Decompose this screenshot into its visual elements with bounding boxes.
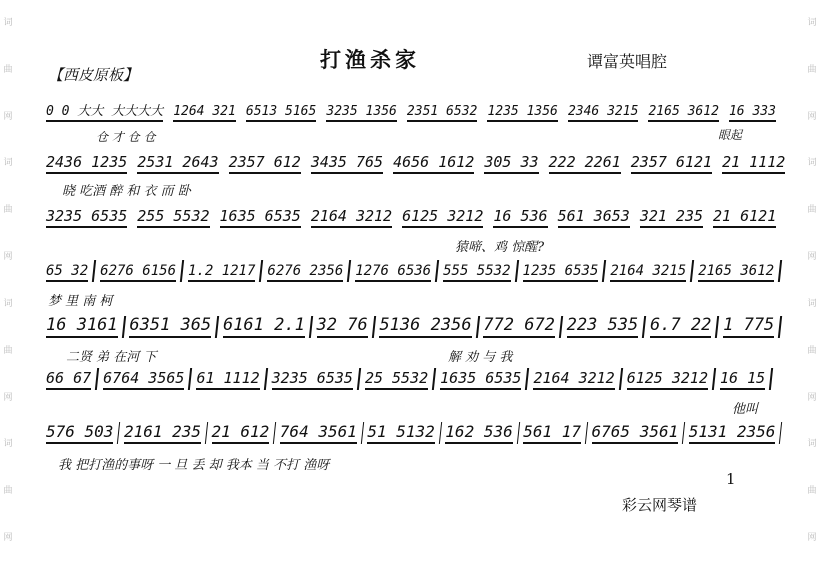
barline bbox=[715, 316, 719, 338]
barline bbox=[240, 100, 242, 122]
measure: 2164 3215 bbox=[610, 263, 686, 282]
barline bbox=[475, 316, 479, 338]
lyric-line-6: 他叫 bbox=[732, 402, 759, 417]
measure: 6276 6156 bbox=[100, 263, 176, 282]
barline bbox=[357, 368, 361, 390]
singer-credit: 谭富英唱腔 bbox=[587, 52, 668, 71]
lyric-line-1: 晓 吃酒 醉 和 衣 而 卧 bbox=[62, 184, 191, 199]
measure: 3235 1356 bbox=[326, 104, 396, 122]
barline bbox=[372, 316, 376, 338]
barline bbox=[559, 316, 563, 338]
barline bbox=[707, 206, 709, 228]
lyric-line-8: 眼起 bbox=[718, 128, 743, 142]
barline bbox=[117, 422, 120, 444]
measure: 222 2261 bbox=[549, 153, 621, 174]
measure: 2164 3212 bbox=[533, 369, 614, 390]
measure: 2357 612 bbox=[229, 153, 301, 174]
barline bbox=[92, 260, 96, 282]
barline bbox=[205, 422, 208, 444]
barline bbox=[690, 260, 694, 282]
measure: 223 535 bbox=[567, 315, 639, 338]
source-credit: 彩云网琴谱 bbox=[622, 496, 698, 514]
barline bbox=[305, 206, 307, 228]
measure: 3435 765 bbox=[311, 153, 383, 174]
measure: 2351 6532 bbox=[407, 104, 477, 122]
measure: 25 5532 bbox=[365, 369, 428, 390]
measure: 21 612 bbox=[212, 422, 270, 444]
measure: 6765 3561 bbox=[592, 422, 679, 444]
left-watermark: 词 曲 网 词 曲 网 词 曲 网 词 曲 网 bbox=[3, 17, 13, 544]
barline bbox=[619, 368, 623, 390]
measure: 6.7 22 bbox=[650, 315, 711, 338]
measure: 2165 3612 bbox=[648, 104, 718, 122]
barline bbox=[562, 100, 564, 122]
barline bbox=[95, 368, 99, 390]
measure: 21 6121 bbox=[713, 207, 776, 228]
barline bbox=[542, 152, 544, 174]
lyric-line-2: 猿啼、鸡 惊醒? bbox=[455, 240, 545, 255]
measure: 764 3561 bbox=[280, 422, 357, 444]
barline bbox=[780, 206, 782, 228]
measure: 16 15 bbox=[720, 369, 765, 390]
lyric-line-0: 仓 才 仓 仓 bbox=[96, 130, 156, 144]
barline bbox=[387, 152, 389, 174]
measure: 6351 365 bbox=[129, 315, 211, 338]
barline bbox=[602, 260, 606, 282]
barline bbox=[769, 368, 773, 390]
measure: 65 32 bbox=[46, 263, 88, 282]
measure: 3235 6535 bbox=[46, 207, 127, 228]
measure: 32 76 bbox=[317, 315, 368, 338]
barline bbox=[716, 152, 718, 174]
measure: 1 775 bbox=[723, 315, 774, 338]
measure: 6276 2356 bbox=[267, 263, 343, 282]
measure: 61 1112 bbox=[196, 369, 259, 390]
barline bbox=[712, 368, 716, 390]
measure: 305 33 bbox=[484, 153, 538, 174]
measure: 2161 235 bbox=[124, 422, 201, 444]
score-line bbox=[44, 420, 784, 444]
measure: 2164 3212 bbox=[311, 207, 392, 228]
lyric-line-3: 梦 里 南 柯 bbox=[48, 294, 113, 309]
barline bbox=[723, 100, 725, 122]
barline bbox=[551, 206, 553, 228]
measure: 21 1112 bbox=[722, 153, 785, 174]
measure: 6513 5165 bbox=[246, 104, 316, 122]
measure: 2531 2643 bbox=[137, 153, 218, 174]
measure: 2165 3612 bbox=[698, 263, 774, 282]
barline bbox=[779, 422, 782, 444]
barline bbox=[167, 100, 169, 122]
measure: 0 0 大大 大大大大 bbox=[46, 100, 163, 122]
barline bbox=[215, 316, 219, 338]
barline bbox=[401, 100, 403, 122]
barline bbox=[585, 422, 588, 444]
lyric-line-4: 二贤 弟 在河 下 bbox=[66, 350, 157, 365]
barline bbox=[525, 368, 529, 390]
score-line bbox=[44, 204, 784, 228]
barline bbox=[305, 152, 307, 174]
measure: 3235 6535 bbox=[272, 369, 353, 390]
barline bbox=[789, 152, 791, 174]
barline bbox=[259, 260, 263, 282]
barline bbox=[396, 206, 398, 228]
measure: 1276 6536 bbox=[355, 263, 431, 282]
barline bbox=[625, 152, 627, 174]
measure: 1235 6535 bbox=[523, 263, 599, 282]
measure: 321 235 bbox=[640, 207, 703, 228]
measure: 2357 6121 bbox=[631, 153, 712, 174]
measure: 66 67 bbox=[46, 369, 91, 390]
barline bbox=[122, 316, 126, 338]
measure: 772 672 bbox=[483, 315, 555, 338]
measure: 162 536 bbox=[445, 422, 512, 444]
measure: 1635 6535 bbox=[440, 369, 521, 390]
barline bbox=[778, 316, 782, 338]
barline bbox=[361, 422, 364, 444]
measure: 6125 3212 bbox=[402, 207, 483, 228]
barline bbox=[487, 206, 489, 228]
score-line bbox=[44, 150, 784, 174]
barline bbox=[517, 422, 520, 444]
measure: 6125 3212 bbox=[627, 369, 708, 390]
barline bbox=[222, 152, 224, 174]
measure: 255 5532 bbox=[137, 207, 209, 228]
barline bbox=[642, 316, 646, 338]
measure: 555 5532 bbox=[443, 263, 510, 282]
barline bbox=[642, 100, 644, 122]
barline bbox=[432, 368, 436, 390]
measure: 2346 3215 bbox=[568, 104, 638, 122]
barline bbox=[439, 422, 442, 444]
measure: 561 17 bbox=[523, 422, 581, 444]
measure: 5131 2356 bbox=[689, 422, 776, 444]
barline bbox=[478, 152, 480, 174]
barline bbox=[778, 260, 782, 282]
measure: 6161 2.1 bbox=[223, 315, 305, 338]
measure: 6764 3565 bbox=[103, 369, 184, 390]
score-line bbox=[44, 258, 784, 282]
barline bbox=[347, 260, 351, 282]
barline bbox=[131, 152, 133, 174]
meter-mark: 【西皮原板】 bbox=[48, 66, 139, 84]
score-line bbox=[44, 366, 784, 390]
measure: 51 5132 bbox=[367, 422, 434, 444]
barline bbox=[188, 368, 192, 390]
barline bbox=[309, 316, 313, 338]
lyric-line-5: 解 劝 与 我 bbox=[448, 350, 513, 365]
barline bbox=[634, 206, 636, 228]
barline bbox=[682, 422, 685, 444]
measure: 4656 1612 bbox=[393, 153, 474, 174]
page-number: 1 bbox=[726, 470, 736, 488]
barline bbox=[273, 422, 276, 444]
measure: 1.2 1217 bbox=[188, 263, 255, 282]
measure: 1264 321 bbox=[173, 104, 236, 122]
barline bbox=[320, 100, 322, 122]
measure: 16 3161 bbox=[46, 315, 118, 338]
score-title: 打渔杀家 bbox=[320, 47, 420, 72]
barline bbox=[264, 368, 268, 390]
measure: 5136 2356 bbox=[379, 315, 471, 338]
barline bbox=[780, 100, 782, 122]
right-watermark: 词 曲 网 词 曲 网 词 曲 网 词 曲 网 bbox=[807, 17, 817, 544]
barline bbox=[435, 260, 439, 282]
measure: 1635 6535 bbox=[220, 207, 301, 228]
barline bbox=[180, 260, 184, 282]
measure: 16 536 bbox=[493, 207, 547, 228]
barline bbox=[481, 100, 483, 122]
measure: 1235 1356 bbox=[487, 104, 557, 122]
barline bbox=[213, 206, 215, 228]
measure: 2436 1235 bbox=[46, 153, 127, 174]
score-line bbox=[44, 314, 784, 338]
barline bbox=[131, 206, 133, 228]
score-line bbox=[44, 98, 784, 122]
measure: 16 333 bbox=[729, 104, 776, 122]
lyric-line-7: 我 把打渔的事呀 一 旦 丢 却 我本 当 不打 渔呀 bbox=[58, 458, 330, 473]
measure: 576 503 bbox=[46, 422, 113, 444]
barline bbox=[514, 260, 518, 282]
measure: 561 3653 bbox=[558, 207, 630, 228]
